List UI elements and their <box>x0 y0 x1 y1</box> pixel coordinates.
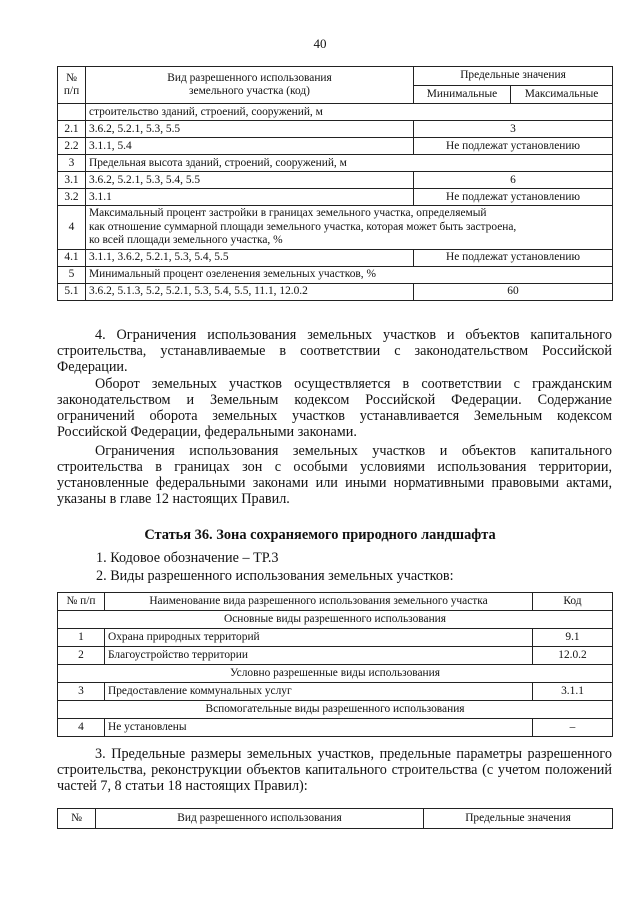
row-name: Не установлены <box>105 719 533 737</box>
header-code: Код <box>533 593 613 611</box>
header-min: Минимальные <box>414 85 511 104</box>
section-conditional: Условно разрешенные виды использования <box>58 665 613 683</box>
limits-table <box>57 66 613 301</box>
row-name: 3.1.1 <box>86 189 414 206</box>
row-num: 3 <box>58 155 86 172</box>
row-value: 6 <box>414 172 613 189</box>
row-name: Охрана природных территорий <box>105 629 533 647</box>
row-num: 3 <box>58 683 105 701</box>
header-name-line1: Вид разрешенного использования <box>167 72 332 84</box>
table-row <box>58 629 613 647</box>
section-main: Основные виды разрешенного использования <box>58 611 613 629</box>
table-row <box>58 104 613 121</box>
header-name <box>86 67 414 104</box>
table-section-row <box>58 665 613 683</box>
table-row <box>58 172 613 189</box>
header-num: № п/п <box>58 593 105 611</box>
row-num: 3.2 <box>58 189 86 206</box>
table-row <box>58 121 613 138</box>
row-num: 5 <box>58 266 86 283</box>
row-name-line3: ко всей площади земельного участка, % <box>89 234 283 246</box>
table-row <box>58 249 613 266</box>
table-row <box>58 206 613 250</box>
table-row <box>58 138 613 155</box>
row-num: 4 <box>58 719 105 737</box>
header-name-line2: земельного участка (код) <box>189 85 310 97</box>
row-name <box>86 206 613 250</box>
table-header-row <box>58 809 613 829</box>
row-num: 4.1 <box>58 249 86 266</box>
header-num: № п/п <box>58 67 86 104</box>
table-header-row <box>58 67 613 86</box>
paragraph-zones: Ограничения использования земельных участков и объектов капитального строительства в границах зон с особыми условиями использования территории, установленные федеральными законами или иными нормативными правовыми актами, указаны в главе 12 настоящих Правил. <box>57 443 612 507</box>
header-limits: Предельные значения <box>424 809 613 829</box>
paragraph-limits: 3. Предельные размеры земельных участков, предельные параметры разрешенного строительства, реконструкции объектов капитального строительства (с учетом положений частей 7, 8 статьи 18 настоящих Правил): <box>57 746 612 794</box>
row-code: – <box>533 719 613 737</box>
row-num: 4 <box>58 206 86 250</box>
table-row <box>58 647 613 665</box>
row-num: 5.1 <box>58 283 86 300</box>
row-value: 3 <box>414 121 613 138</box>
paragraph-turnover: Оборот земельных участков осуществляется в соответствии с гражданским законодательством и Земельным кодексом Российской Федерации. Содержание ограничений оборота земельных участков устанавливается Земельным кодексом Российской Федерации, федеральными законами. <box>57 376 612 440</box>
table-section-row <box>58 611 613 629</box>
header-num: № <box>58 809 96 829</box>
row-code: 3.1.1 <box>533 683 613 701</box>
table-row <box>58 155 613 172</box>
article-title: Статья 36. Зона сохраняемого природного ландшафта <box>144 527 496 543</box>
row-num: 2 <box>58 647 105 665</box>
row-code: 12.0.2 <box>533 647 613 665</box>
page-number: 40 <box>313 36 327 51</box>
row-value: 60 <box>414 283 613 300</box>
row-name: 3.6.2, 5.2.1, 5.3, 5.5 <box>86 121 414 138</box>
row-name: 3.6.2, 5.1.3, 5.2, 5.2.1, 5.3, 5.4, 5.5, 11.1, 12.0.2 <box>86 283 414 300</box>
row-value: Не подлежат установлению <box>414 189 613 206</box>
row-name-line2: как отношение суммарной площади земельного участка, которая может быть застроена, <box>89 220 517 233</box>
header-limits: Предельные значения <box>414 67 613 86</box>
row-num: 1 <box>58 629 105 647</box>
row-name: Предоставление коммунальных услуг <box>105 683 533 701</box>
limits-table-continued <box>57 808 613 829</box>
header-name: Наименование вида разрешенного использования земельного участка <box>105 593 533 611</box>
header-max: Максимальные <box>511 85 613 104</box>
table-row <box>58 283 613 300</box>
table-section-row <box>58 701 613 719</box>
table-header-row <box>58 593 613 611</box>
row-name: 3.1.1, 5.4 <box>86 138 414 155</box>
row-continuation: строительство зданий, строений, сооружений, м <box>86 104 613 121</box>
table-row <box>58 189 613 206</box>
table-row <box>58 719 613 737</box>
row-name: 3.6.2, 5.2.1, 5.3, 5.4, 5.5 <box>86 172 414 189</box>
row-code: 9.1 <box>533 629 613 647</box>
section-auxiliary: Вспомогательные виды разрешенного использования <box>58 701 613 719</box>
row-num: 3.1 <box>58 172 86 189</box>
table-row <box>58 683 613 701</box>
paragraph-restrictions: 4. Ограничения использования земельных участков и объектов капитального строительства, устанавливаемые в соответствии с законодательством Российской Федерации. <box>57 327 612 375</box>
row-value: Не подлежат установлению <box>414 249 613 266</box>
list-item-types: 2. Виды разрешенного использования земельных участков: <box>96 568 454 584</box>
permitted-use-table <box>57 592 613 737</box>
row-value: Не подлежат установлению <box>414 138 613 155</box>
row-name: Минимальный процент озеленения земельных участков, % <box>86 266 613 283</box>
table-row <box>58 266 613 283</box>
row-num: 2.1 <box>58 121 86 138</box>
row-name-line1: Максимальный процент застройки в границах земельного участка, определяемый <box>89 207 487 219</box>
row-name: Благоустройство территории <box>105 647 533 665</box>
row-name: Предельная высота зданий, строений, сооружений, м <box>86 155 613 172</box>
list-item-code: 1. Кодовое обозначение – ТР.3 <box>96 550 279 566</box>
row-name: 3.1.1, 3.6.2, 5.2.1, 5.3, 5.4, 5.5 <box>86 249 414 266</box>
header-name: Вид разрешенного использования <box>96 809 424 829</box>
row-num: 2.2 <box>58 138 86 155</box>
